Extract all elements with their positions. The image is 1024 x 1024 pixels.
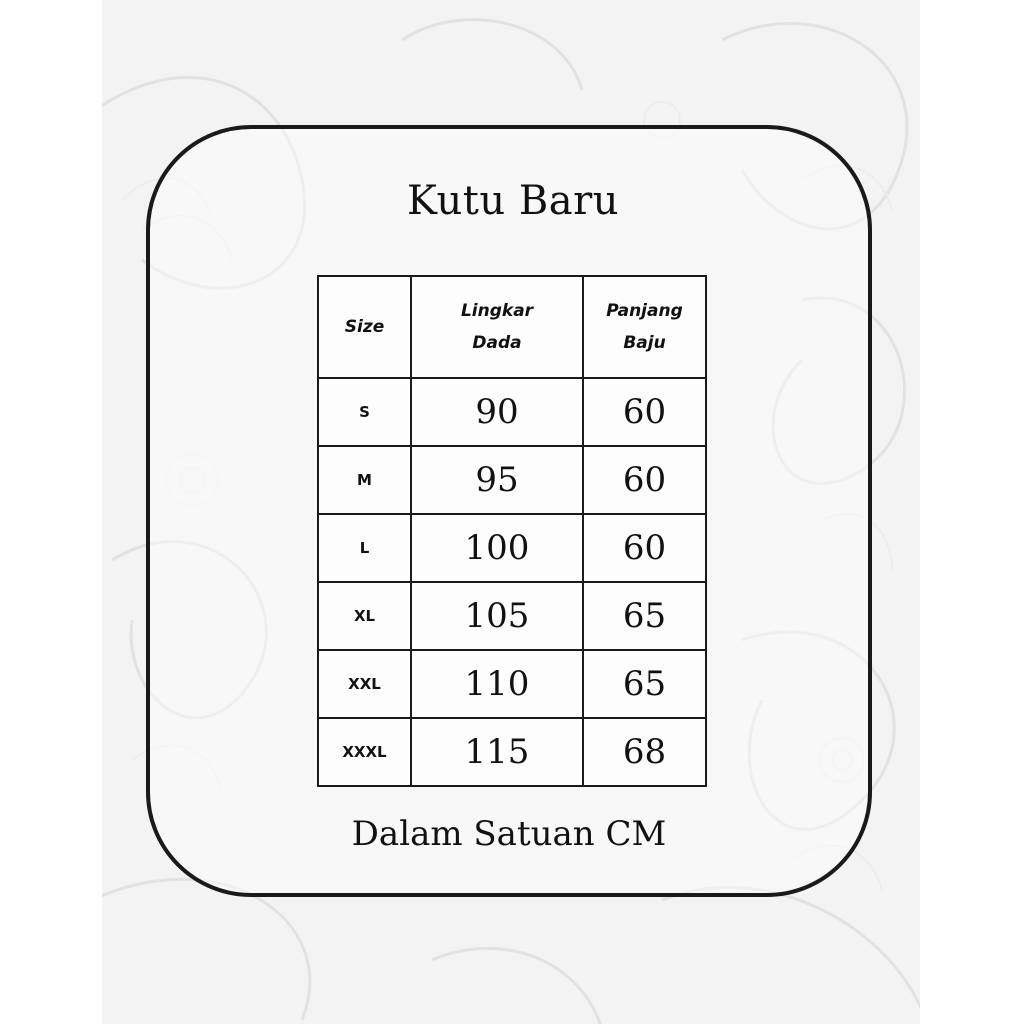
page-title: Kutu Baru (407, 178, 619, 224)
header-chest-line1: Lingkar (460, 301, 534, 321)
chest-cell: 90 (411, 378, 583, 446)
length-cell: 60 (583, 378, 706, 446)
table-row (318, 514, 706, 582)
chest-cell: 115 (411, 718, 583, 786)
header-size: Size (318, 276, 411, 378)
length-cell: 65 (583, 582, 706, 650)
chest-cell: 95 (411, 446, 583, 514)
length-cell: 65 (583, 650, 706, 718)
header-length (583, 276, 706, 378)
table-row (318, 718, 706, 786)
header-length-line1: Panjang (606, 301, 683, 321)
size-cell: L (318, 514, 411, 582)
header-chest-line2: Dada (472, 333, 522, 353)
header-chest (411, 276, 583, 378)
size-cell: XL (318, 582, 411, 650)
chest-cell: 105 (411, 582, 583, 650)
length-cell: 60 (583, 446, 706, 514)
table-row (318, 650, 706, 718)
size-cell: XXXL (318, 718, 411, 786)
table-row (318, 446, 706, 514)
size-cell: M (318, 446, 411, 514)
table-row (318, 378, 706, 446)
unit-note: Dalam Satuan CM (351, 814, 667, 854)
chest-cell: 110 (411, 650, 583, 718)
length-cell: 68 (583, 718, 706, 786)
chest-cell: 100 (411, 514, 583, 582)
size-cell: XXL (318, 650, 411, 718)
table-header-row (318, 276, 706, 378)
size-table (317, 275, 707, 787)
size-cell: S (318, 378, 411, 446)
length-cell: 60 (583, 514, 706, 582)
table-row (318, 582, 706, 650)
header-length-line2: Baju (623, 333, 666, 353)
